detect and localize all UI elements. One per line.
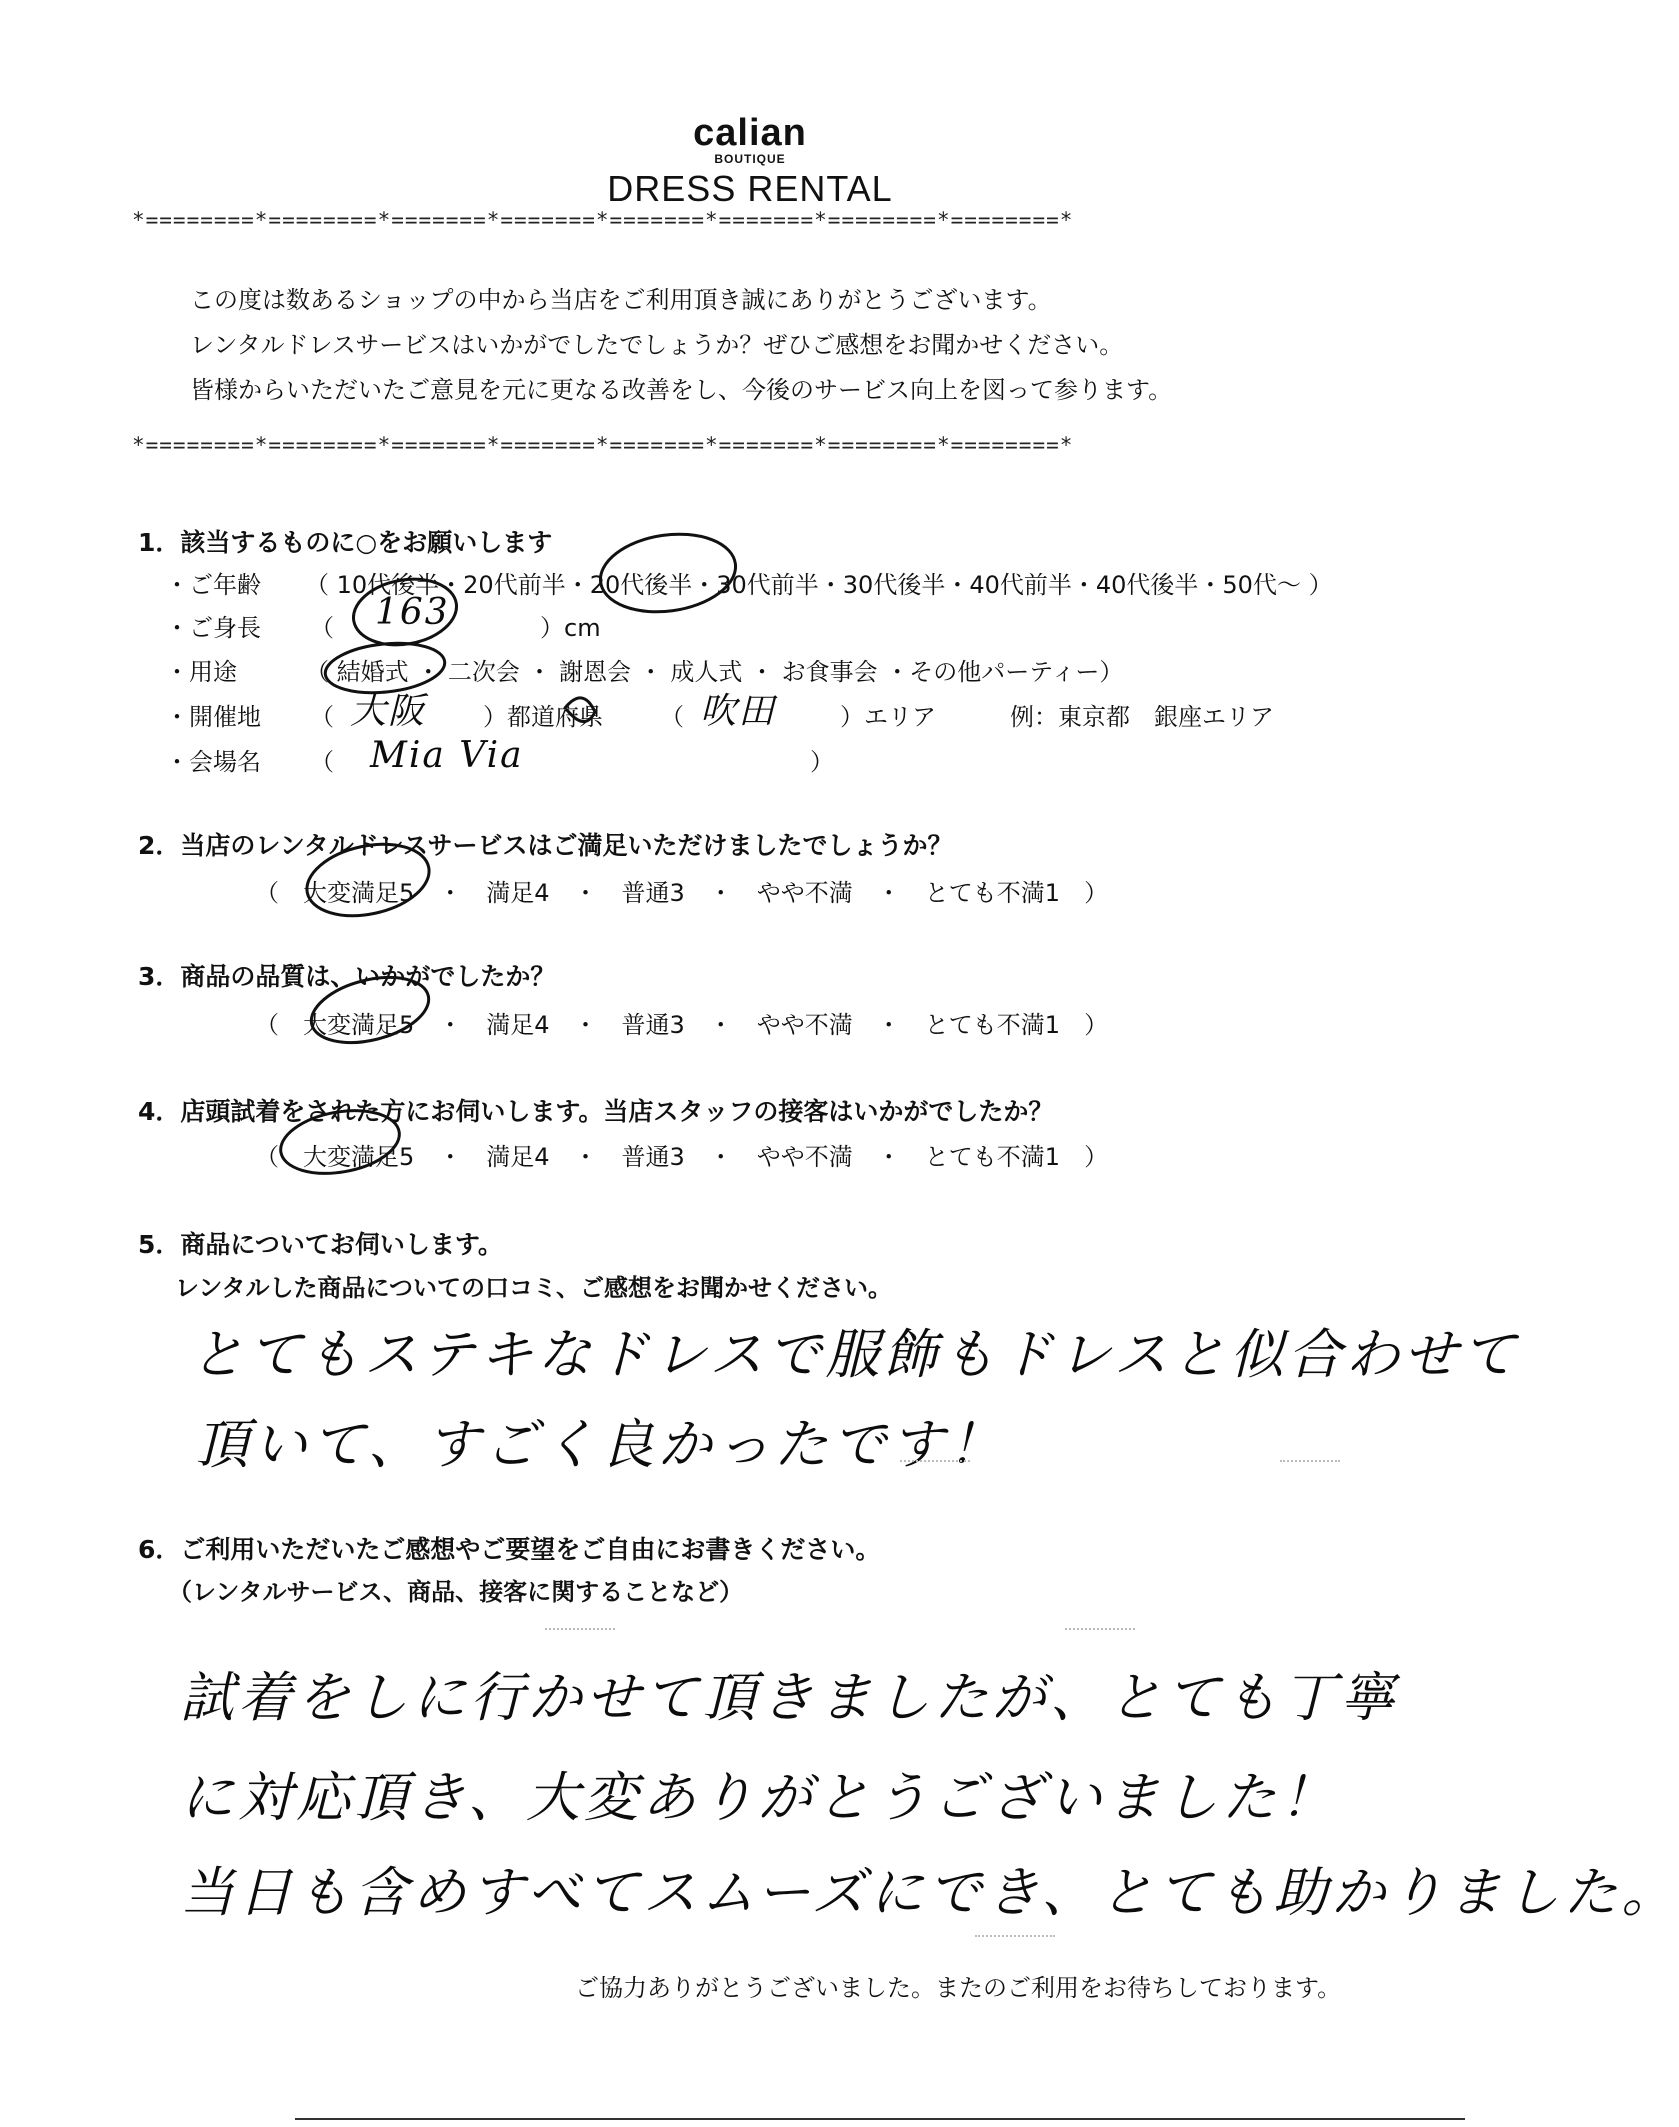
q4-heading: 4．店頭試着をされた方にお伺いします。当店スタッフの接客はいかがでしたか？ <box>138 1097 1054 1126</box>
area-close: ）エリア <box>840 703 936 731</box>
height-label: ・ご身長 <box>165 614 261 642</box>
dotted-rule <box>545 1628 615 1630</box>
q5-answer-line-2: 頂いて、すごく良かったです！ <box>195 1413 1006 1476</box>
dotted-rule <box>1065 1628 1135 1630</box>
brand-logo-name: calian <box>693 112 807 154</box>
divider-top: *========*========*=======*=======*=======*=======*========*========* <box>132 208 1074 232</box>
pref-value: 大阪 <box>350 691 427 732</box>
q5-answer-line-1: とてもステキなドレスで服飾もドレスと似合わせて <box>190 1323 1520 1386</box>
pref-close: ）都道府県 <box>483 703 603 731</box>
q2-heading: 2．当店のレンタルドレスサービスはご満足いただけましたでしょうか？ <box>138 831 953 860</box>
height-open: （ <box>310 614 334 642</box>
q5-sub: レンタルした商品についての口コミ、ご感想をお聞かせください。 <box>175 1274 892 1302</box>
q6-sub: （レンタルサービス、商品、接客に関することなど） <box>168 1578 744 1606</box>
use-options: （ 結婚式 ・ 二次会 ・ 謝恩会 ・ 成人式 ・ お食事会 ・その他パーティー） <box>305 658 1124 686</box>
age-label: ・ご年齢 <box>165 571 261 599</box>
q1-heading: 1．該当するものに○をお願いします <box>138 528 553 557</box>
area-open: （ <box>660 703 684 731</box>
q6-answer-line-3: 当日も含めすべてスムーズにでき、とても助かりました。 <box>180 1861 1679 1924</box>
q3-heading: 3．商品の品質は、いかがでしたか？ <box>138 962 556 991</box>
dotted-rule <box>900 1460 970 1462</box>
height-value: 163 <box>375 592 450 633</box>
dotted-rule <box>975 1935 1055 1937</box>
q6-answer-line-2: に対応頂き、大変ありがとうございました！ <box>180 1766 1338 1829</box>
height-close: ）cm <box>540 614 601 642</box>
intro-line-2: レンタルドレスサービスはいかがでしたでしょうか？ぜひご感想をお聞かせください。 <box>190 331 1124 359</box>
intro-line-1: この度は数あるショップの中から当店をご利用頂き誠にありがとうございます。 <box>190 286 1052 314</box>
venue-close: ） <box>810 748 834 776</box>
q6-heading: 6．ご利用いただいたご感想やご要望をご自由にお書きください。 <box>138 1535 881 1564</box>
q2-options: （ 大変満足5 ・ 満足4 ・ 普通3 ・ やや不満 ・ とても不満1 ） <box>255 879 1109 907</box>
area-example: 例：東京都 銀座エリア <box>1010 703 1274 731</box>
footer-rule <box>295 2118 1465 2120</box>
form-title: DRESS RENTAL <box>607 168 893 209</box>
divider-bottom: *========*========*=======*=======*=======*=======*========*========* <box>132 433 1074 457</box>
q6-answer-line-1: 試着をしに行かせて頂きましたが、とても丁寧 <box>180 1666 1398 1729</box>
venue-open: （ <box>310 748 334 776</box>
q5-heading: 5．商品についてお伺いします。 <box>138 1230 503 1259</box>
venue-area-label: ・開催地 <box>165 703 261 731</box>
brand-logo-sub: BOUTIQUE <box>714 152 786 166</box>
dotted-rule <box>1280 1460 1340 1462</box>
use-label: ・用途 <box>165 658 237 686</box>
q3-options: （ 大変満足5 ・ 満足4 ・ 普通3 ・ やや不満 ・ とても不満1 ） <box>255 1011 1109 1039</box>
intro-line-3: 皆様からいただいたご意見を元に更なる改善をし、今後のサービス向上を図って参ります。 <box>190 376 1173 404</box>
pref-open: （ <box>310 703 334 731</box>
age-options: （ 10代後半・20代前半・20代後半・30代前半・30代後半・40代前半・40代後半・50代〜 ） <box>305 571 1333 599</box>
closing-thanks: ご協力ありがとうございました。またのご利用をお待ちしております。 <box>575 1974 1342 2002</box>
q4-options: （ 大変満足5 ・ 満足4 ・ 普通3 ・ やや不満 ・ とても不満1 ） <box>255 1143 1109 1171</box>
venue-label: ・会場名 <box>165 748 261 776</box>
area-value: 吹田 <box>700 691 777 732</box>
venue-value: Mia Via <box>370 735 524 776</box>
